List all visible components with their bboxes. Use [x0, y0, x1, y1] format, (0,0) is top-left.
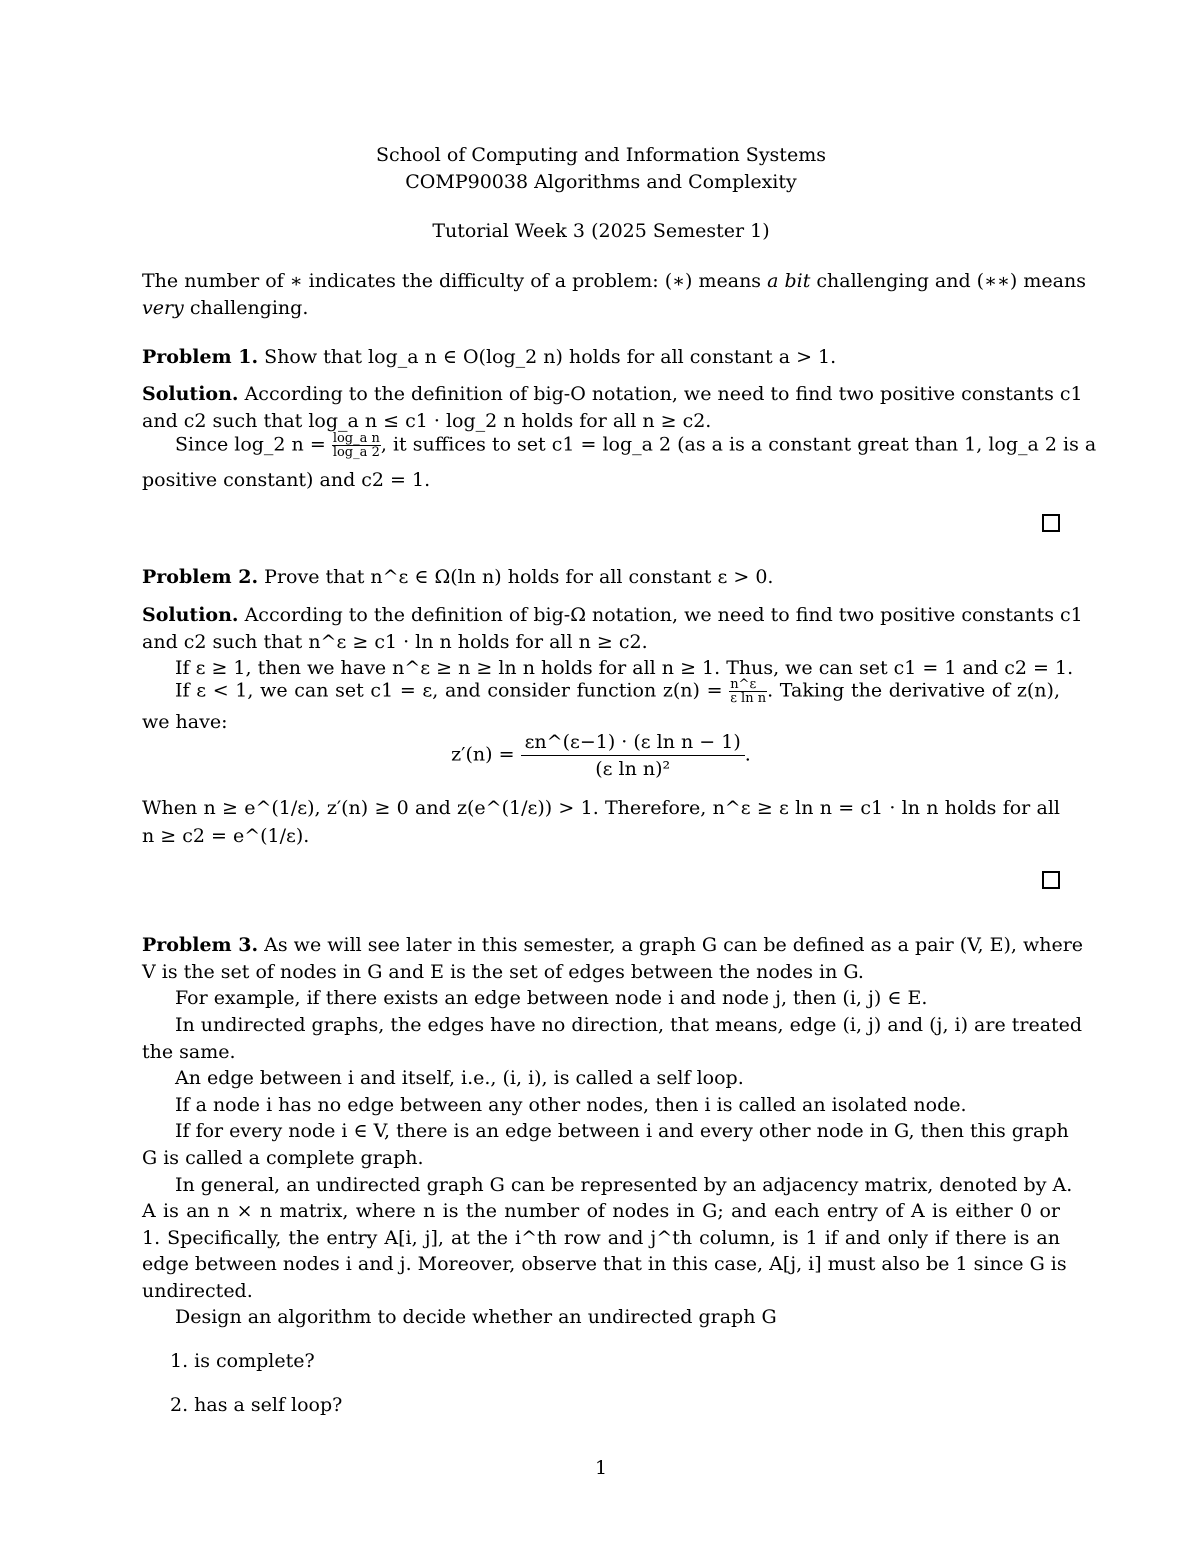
problem-2-solution-line-7: n ≥ c2 = e^(1/ε).: [142, 825, 310, 847]
qed-square-icon: [1042, 514, 1060, 532]
list-item: 2. has a self loop?: [170, 1394, 343, 1416]
problem-text: As we will see later in this semester, a graph G can be defined as a pair (V, E), where: [264, 934, 1084, 956]
problem-3-line-10: In general, an undirected graph G can be represented by an adjacency matrix, denoted by A.: [175, 1174, 1073, 1196]
problem-2-statement: [142, 566, 1060, 588]
problem-2-solution-line-2: and c2 such that n^ε ≥ c1 · ln n holds for all n ≥ c2.: [142, 631, 648, 653]
intro-text: challenging and (∗∗) means: [810, 270, 1086, 292]
problem-1-statement: [142, 346, 1060, 368]
equation-lhs: z′(n) =: [451, 743, 515, 766]
problem-label: Problem 3.: [142, 934, 259, 956]
document-page: [142, 0, 1097, 1553]
problem-3-line-15: Design an algorithm to decide whether an undirected graph G: [175, 1306, 777, 1328]
fraction-denominator: ε ln n: [730, 691, 767, 706]
problem-3-line-3: For example, if there exists an edge between node i and node j, then (i, j) ∈ E.: [175, 987, 928, 1009]
solution-label: Solution.: [142, 383, 239, 405]
problem-3-line-1: [142, 934, 1084, 956]
solution-text: , it suffices to set c1 = log_a 2 (as a is a constant great than 1, log_a 2 is a: [380, 433, 1097, 456]
log-ratio-fraction: [332, 432, 381, 459]
solution-text: . Taking the derivative of z(n),: [767, 679, 1060, 702]
list-item: 1. is complete?: [170, 1350, 315, 1372]
problem-2-solution-line-3: If ε ≥ 1, then we have n^ε ≥ n ≥ ln n holds for all n ≥ 1. Thus, we can set c1 = 1 and c2 = 1.: [175, 657, 1074, 679]
fraction-denominator: (ε ln n)²: [595, 758, 671, 780]
problem-3-line-9: G is called a complete graph.: [142, 1147, 424, 1169]
problem-1-solution-line-4: positive constant) and c2 = 1.: [142, 469, 431, 491]
intro-text: challenging.: [183, 297, 309, 319]
problem-3-line-7: If a node i has no edge between any other nodes, then i is called an isolated node.: [175, 1094, 967, 1116]
problem-3-line-13: edge between nodes i and j. Moreover, observe that in this case, A[j, i] must also be 1 since G is: [142, 1253, 1067, 1275]
fraction-numerator: εn^(ε−1) · (ε ln n − 1): [521, 729, 745, 756]
problem-2-solution-line-4: [142, 678, 1060, 705]
problem-3-line-14: undirected.: [142, 1280, 253, 1302]
problem-3-line-5: the same.: [142, 1041, 236, 1063]
intro-text: The number of ∗ indicates the difficulty of a problem: (∗) means: [142, 270, 768, 292]
course-title: COMP90038 Algorithms and Complexity: [405, 171, 797, 193]
problem-3-line-12: 1. Specifically, the entry A[i, j], at the i^th row and j^th column, is 1 if and only if there is an: [142, 1227, 1060, 1249]
school-title: School of Computing and Information Systems: [376, 144, 826, 166]
problem-1-solution-line-1: [142, 383, 1083, 405]
tutorial-title: Tutorial Week 3 (2025 Semester 1): [432, 220, 770, 242]
derivative-fraction: [521, 729, 745, 782]
problem-2-solution-line-1: [142, 604, 1083, 626]
problem-text: Show that log_a n ∈ O(log_2 n) holds for all constant a > 1.: [264, 346, 837, 368]
solution-text: According to the definition of big-Ω notation, we need to find two positive constants c1: [244, 604, 1083, 626]
page-number: 1: [594, 1457, 608, 1479]
solution-label: Solution.: [142, 604, 239, 626]
solution-text: Since log_2 n =: [175, 433, 326, 456]
equation-period: .: [744, 743, 751, 766]
problem-2-solution-line-5: we have:: [142, 711, 228, 733]
problem-3-line-11: A is an n × n matrix, where n is the number of nodes in G; and each entry of A is either 0 or: [142, 1200, 1060, 1222]
problem-1-solution-line-3: [142, 431, 1097, 460]
derivative-equation: [142, 729, 1060, 782]
solution-text: If ε < 1, we can set c1 = ε, and consider function z(n) =: [175, 679, 723, 702]
intro-line-1: [142, 270, 1086, 292]
problem-2-solution-line-6: When n ≥ e^(1/ε), z′(n) ≥ 0 and z(e^(1/ε)) > 1. Therefore, n^ε ≥ ε ln n = c1 · ln n holds for all: [142, 797, 1060, 819]
problem-3-line-2: V is the set of nodes in G and E is the set of edges between the nodes in G.: [142, 961, 864, 983]
fraction-numerator: n^ε: [729, 678, 767, 692]
problem-1-solution-line-2: and c2 such that log_a n ≤ c1 · log_2 n holds for all n ≥ c2.: [142, 410, 712, 432]
problem-label: Problem 2.: [142, 566, 259, 588]
problem-text: Prove that n^ε ∈ Ω(ln n) holds for all constant ε > 0.: [264, 566, 774, 588]
problem-3-line-6: An edge between i and itself, i.e., (i, i), is called a self loop.: [175, 1067, 744, 1089]
intro-emphasis: very: [142, 297, 184, 319]
solution-text: According to the definition of big-O notation, we need to find two positive constants c1: [244, 383, 1083, 405]
qed-square-icon: [1042, 871, 1060, 889]
problem-3-line-8: If for every node i ∈ V, there is an edge between i and every other node in G, then this graph: [175, 1120, 1069, 1142]
fraction-denominator: log_a 2: [332, 445, 380, 460]
problem-label: Problem 1.: [142, 346, 259, 368]
fraction-numerator: log_a n: [332, 431, 380, 446]
problem-3-line-4: In undirected graphs, the edges have no direction, that means, edge (i, j) and (j, i) are treated: [175, 1014, 1083, 1036]
intro-emphasis: a bit: [767, 270, 811, 292]
intro-line-2: [142, 297, 1060, 319]
z-function-fraction: [729, 678, 767, 705]
